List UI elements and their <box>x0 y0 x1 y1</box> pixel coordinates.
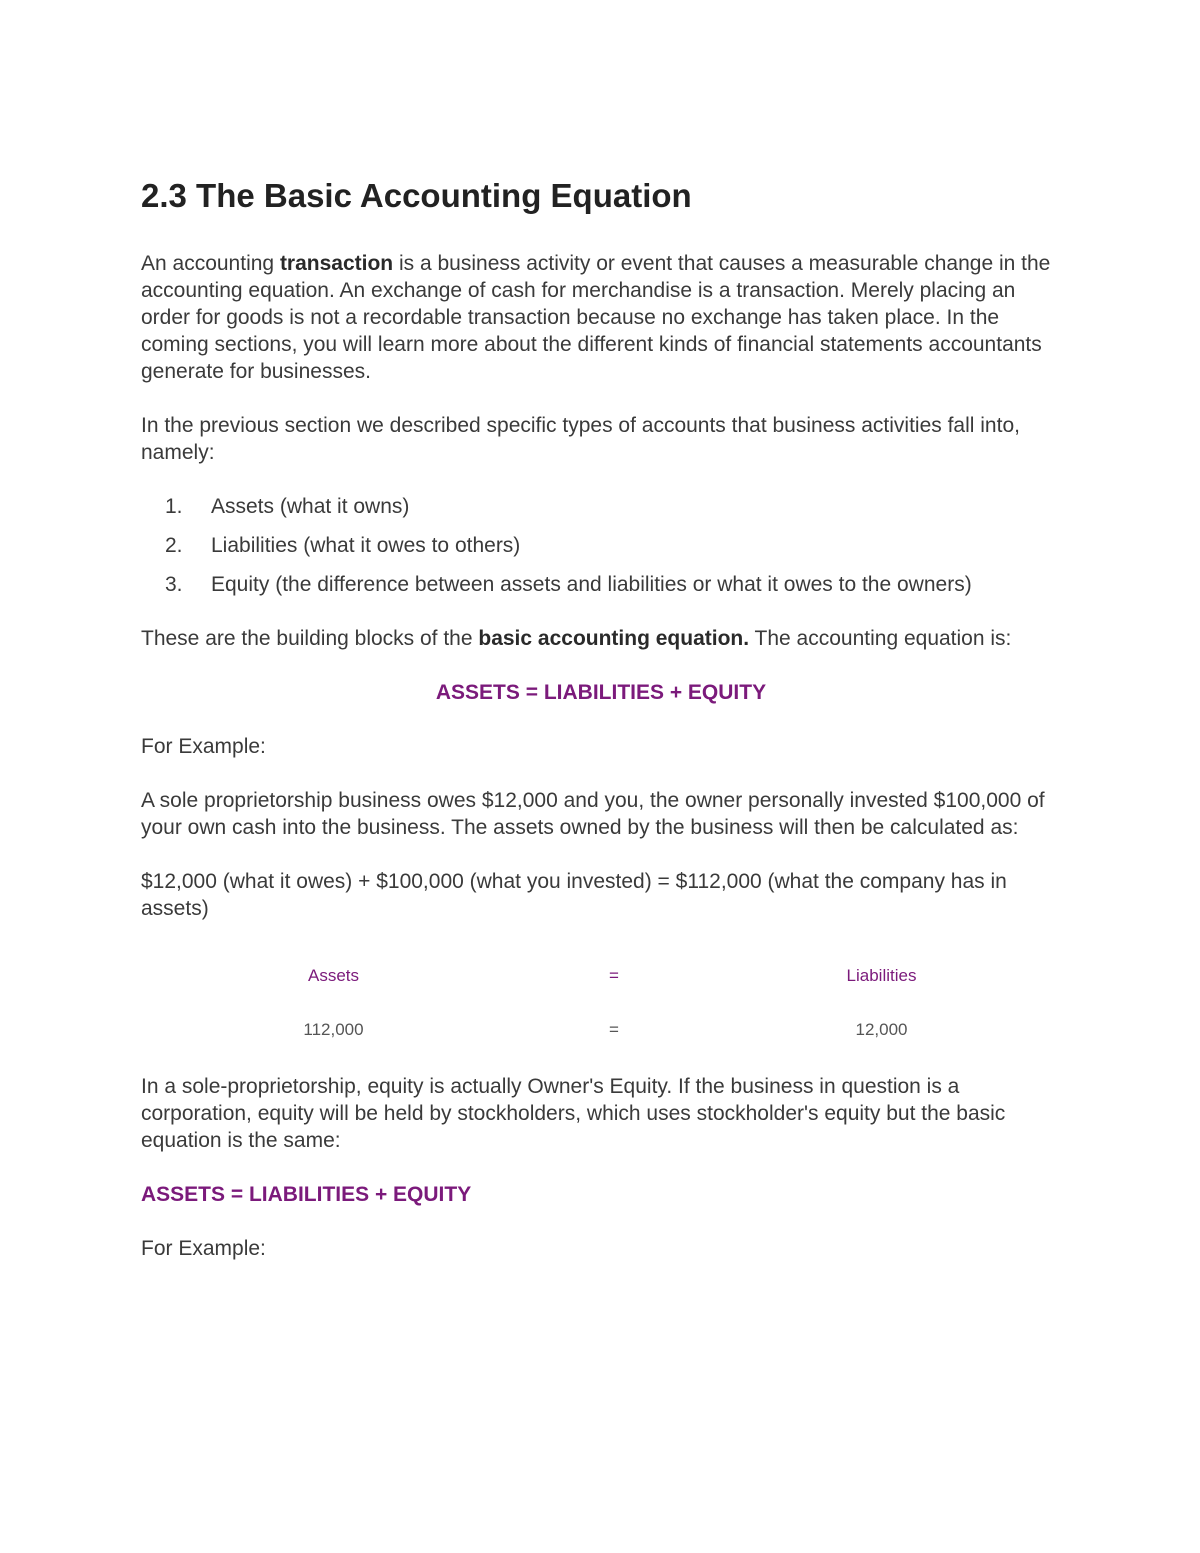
intro-text-before: An accounting <box>141 252 280 275</box>
list-text: Liabilities (what it owes to others) <box>211 534 521 557</box>
value-liabilities: 12,000 <box>855 1020 908 1039</box>
header-equals: = <box>609 966 619 985</box>
previous-section-paragraph: In the previous section we described specific types of accounts that business activities fall into, namely: <box>141 414 1020 464</box>
value-equals: = <box>609 1020 619 1039</box>
intro-paragraph <box>141 250 1061 385</box>
list-item <box>141 571 1061 598</box>
sole-proprietorship-paragraph: In a sole-proprietorship, equity is actually Owner's Equity. If the business in question is a corporation, equity will be held by stockholders, which uses stockholder's equity but the basic equation is the same: <box>141 1075 1006 1152</box>
example-paragraph: A sole proprietorship business owes $12,000 and you, the owner personally invested $100,000 of your own cash into the business. The assets owned by the business will then be calculated as: <box>141 789 1045 839</box>
list-item <box>141 532 1061 559</box>
transaction-term: transaction <box>279 252 394 275</box>
for-example-label: For Example: <box>141 735 266 758</box>
account-types-list <box>141 493 1061 598</box>
equation-table <box>141 962 1061 1043</box>
basic-equation-term: basic accounting equation. <box>478 627 750 650</box>
equation-table-value-row <box>141 1016 1061 1043</box>
accounting-equation-centered: ASSETS = LIABILITIES + EQUITY <box>435 681 767 704</box>
list-number: 3. <box>165 573 183 596</box>
list-number: 2. <box>165 534 183 557</box>
list-item <box>141 493 1061 520</box>
calculation-paragraph: $12,000 (what it owes) + $100,000 (what you invested) = $112,000 (what the company has in assets) <box>141 870 1007 920</box>
section-heading: 2.3 The Basic Accounting Equation <box>141 177 692 214</box>
building-blocks-after: The accounting equation is: <box>749 627 1012 650</box>
header-assets: Assets <box>307 966 360 985</box>
accounting-equation-left: ASSETS = LIABILITIES + EQUITY <box>141 1183 472 1206</box>
intro-text-after: is a business activity or event that causes a measurable change in the accounting equation. An exchange of cash for merchandise is a transaction. Merely placing an order for goods is not a recordable transaction because no exchange has taken place. In the coming sections, you will learn more about the different kinds of financial statements accountants generate for businesses. <box>141 252 1051 383</box>
building-blocks-before: These are the building blocks of the <box>141 627 479 650</box>
list-number: 1. <box>165 495 183 518</box>
building-blocks-paragraph <box>141 625 1061 652</box>
header-liabilities: Liabilities <box>846 966 917 985</box>
value-assets: 112,000 <box>303 1020 364 1039</box>
list-text: Assets (what it owns) <box>211 495 410 518</box>
for-example-label-2: For Example: <box>141 1237 266 1260</box>
list-text: Equity (the difference between assets and liabilities or what it owes to the owners) <box>211 573 972 596</box>
document-page <box>141 172 1061 1262</box>
equation-table-header-row <box>141 962 1061 1016</box>
